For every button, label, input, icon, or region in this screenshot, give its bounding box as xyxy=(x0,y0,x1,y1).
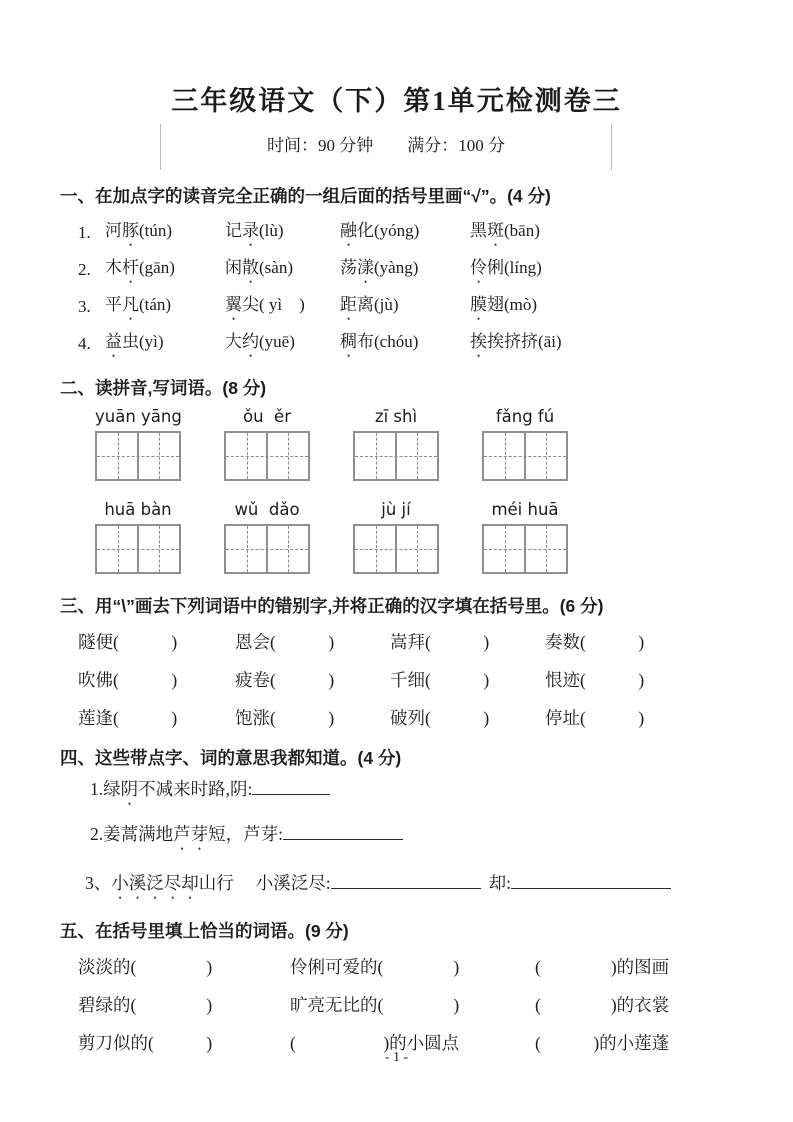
pinyin-grid-col xyxy=(224,406,310,481)
word-with-pinyin xyxy=(105,327,225,361)
pinyin-annotation: (tán) xyxy=(139,294,172,314)
grid-centerline xyxy=(97,549,179,550)
word-with-pinyin xyxy=(470,216,793,250)
fill-in-phrase: 伶俐可爱的( ) xyxy=(290,956,460,977)
section2-grids xyxy=(95,406,793,574)
word-post: 虫 xyxy=(122,331,139,351)
row-number: 2. xyxy=(78,259,91,279)
section3-row-3 xyxy=(78,698,793,736)
pinyin-grid-col xyxy=(353,499,439,574)
dotted-char: 录 xyxy=(242,220,259,240)
dotted-char: 阴 xyxy=(120,779,139,799)
section1-row-2 xyxy=(78,251,793,288)
section5-row-1 xyxy=(78,947,793,985)
misspelled-word-item: 吹佛( ) xyxy=(78,669,178,690)
dotted-char: 伶 xyxy=(470,257,487,277)
pinyin-label: méi huā xyxy=(491,500,559,519)
grid-centerline xyxy=(484,456,566,457)
writing-grid xyxy=(482,524,568,574)
dotted-char: 距 xyxy=(340,294,357,314)
word-with-pinyin xyxy=(225,327,340,361)
pinyin-annotation: (yàng) xyxy=(374,257,419,277)
pinyin-grid-col xyxy=(482,499,568,574)
grid-centerline xyxy=(417,526,418,572)
pinyin-label: yuān yāng xyxy=(95,407,182,426)
section1-row-4 xyxy=(78,325,793,362)
answer-blank xyxy=(283,824,403,840)
question-text: 不减来时路,阴: xyxy=(138,779,253,799)
grid-centerline xyxy=(505,433,506,479)
misspelled-word-item: 恨迹( ) xyxy=(545,669,645,690)
misspelled-word-item: 嵩拜( ) xyxy=(390,631,490,652)
pinyin-label: wǔ dǎo xyxy=(234,500,300,519)
grid-centerline xyxy=(247,433,248,479)
word-with-pinyin xyxy=(105,216,225,250)
pinyin-grid-col xyxy=(353,406,439,481)
writing-grid xyxy=(95,524,181,574)
writing-grid xyxy=(95,431,181,481)
word-post: 尖 xyxy=(242,294,259,314)
dotted-char: 斑 xyxy=(487,220,504,240)
section4-item-1 xyxy=(90,776,793,809)
dotted-char: 漾 xyxy=(357,257,374,277)
section4-item-2 xyxy=(90,821,793,854)
fill-in-phrase: 淡淡的( ) xyxy=(78,956,213,977)
word-with-pinyin xyxy=(340,290,470,324)
misspelled-word-item: 隧便( ) xyxy=(78,631,178,652)
dotted-char: 约 xyxy=(242,331,259,351)
subtitle-box xyxy=(160,124,612,170)
writing-grid xyxy=(353,524,439,574)
dotted-char: 益 xyxy=(105,331,122,351)
fill-in-phrase: 碧绿的( ) xyxy=(78,994,213,1015)
misspelled-word-item: 破列( ) xyxy=(390,707,490,728)
word-with-pinyin xyxy=(470,290,793,324)
pinyin-grid-row-1 xyxy=(95,406,793,481)
dotted-char: 杆 xyxy=(122,257,139,277)
question-text: 1.绿 xyxy=(90,779,121,799)
section1-heading: 一、在加点字的读音完全正确的一组后面的括号里画“√”。(4 分) xyxy=(60,186,551,206)
grid-centerline xyxy=(288,433,289,479)
word-with-pinyin xyxy=(225,216,340,250)
word-post: 化 xyxy=(357,220,374,240)
section4-item-3 xyxy=(85,870,793,903)
word-post: 俐 xyxy=(487,257,504,277)
pinyin-grid-row-2 xyxy=(95,499,793,574)
grid-centerline xyxy=(355,456,437,457)
pinyin-annotation: (sàn) xyxy=(259,257,293,277)
fill-in-phrase: ( )的小莲蓬 xyxy=(535,1032,670,1053)
section1-row-3 xyxy=(78,288,793,325)
question-text: 山行 xyxy=(198,873,234,893)
word-post: 翅 xyxy=(487,294,504,314)
grid-centerline xyxy=(226,549,308,550)
grid-centerline xyxy=(505,526,506,572)
answer-blank xyxy=(252,779,330,795)
misspelled-word-item: 千细( ) xyxy=(390,669,490,690)
answer-blank xyxy=(511,873,671,889)
grid-centerline xyxy=(97,456,179,457)
row-number: 3. xyxy=(78,296,91,316)
word-with-pinyin xyxy=(105,253,225,287)
misspelled-word-item: 疲卷( ) xyxy=(235,669,335,690)
pinyin-annotation: ( yì ) xyxy=(259,294,305,314)
section3-heading: 三、用“\”画去下列词语中的错别字,并将正确的汉字填在括号里。(6 分) xyxy=(60,596,604,616)
fill-in-phrase: 旷亮无比的( ) xyxy=(290,994,460,1015)
grid-centerline xyxy=(159,433,160,479)
section1-row-1 xyxy=(78,214,793,251)
page-title: 三年级语文（下）第1单元检测卷三 xyxy=(171,86,622,116)
grid-centerline xyxy=(417,433,418,479)
word-pre: 木 xyxy=(105,257,122,277)
pinyin-annotation: (yì) xyxy=(139,331,164,351)
dotted-char: 豚 xyxy=(122,220,139,240)
pinyin-annotation: (líng) xyxy=(504,257,542,277)
word-pre: 河 xyxy=(105,220,122,240)
word-pre: 荡 xyxy=(340,257,357,277)
section1-items xyxy=(78,214,793,362)
question-text: 小溪泛尽: xyxy=(255,873,331,893)
word-post: 离 xyxy=(357,294,374,314)
pinyin-annotation: (yuē) xyxy=(259,331,295,351)
fill-in-phrase: ( )的小圆点 xyxy=(290,1032,460,1053)
word-with-pinyin xyxy=(105,290,225,324)
row-number: 4. xyxy=(78,333,91,353)
word-pre: 黑 xyxy=(470,220,487,240)
grid-centerline xyxy=(355,549,437,550)
word-pre: 闲 xyxy=(225,257,242,277)
pinyin-grid-col xyxy=(95,499,181,574)
misspelled-word-item: 恩会( ) xyxy=(235,631,335,652)
dotted-char: 芦芽 xyxy=(173,824,209,844)
question-text: 短，芦芽: xyxy=(208,824,283,844)
dotted-char: 融 xyxy=(340,220,357,240)
section4-heading: 四、这些带点字、词的意思我都知道。(4 分) xyxy=(60,748,402,768)
word-with-pinyin xyxy=(340,327,470,361)
grid-centerline xyxy=(376,433,377,479)
pinyin-grid-col xyxy=(224,499,310,574)
writing-grid xyxy=(224,431,310,481)
grid-centerline xyxy=(118,526,119,572)
pinyin-grid-col xyxy=(482,406,568,481)
grid-centerline xyxy=(247,526,248,572)
pinyin-annotation: (mò) xyxy=(504,294,538,314)
word-with-pinyin xyxy=(225,290,340,324)
word-post: 布 xyxy=(357,331,374,351)
misspelled-word-item: 停址( ) xyxy=(545,707,645,728)
grid-centerline xyxy=(546,433,547,479)
grid-centerline xyxy=(159,526,160,572)
section5-heading: 五、在括号里填上恰当的词语。(9 分) xyxy=(60,921,349,941)
word-with-pinyin xyxy=(340,253,470,287)
pinyin-label: zī shì xyxy=(374,407,418,426)
dotted-char: 稠 xyxy=(340,331,357,351)
writing-grid xyxy=(353,431,439,481)
pinyin-label: huā bàn xyxy=(104,500,172,519)
word-pre: 平 xyxy=(105,294,122,314)
grid-centerline xyxy=(376,526,377,572)
pinyin-label: fǎng fú xyxy=(495,407,555,426)
fill-in-phrase: 剪刀似的( ) xyxy=(78,1032,213,1053)
exam-time-and-score: 时间：90 分钟 满分：100 分 xyxy=(267,136,505,155)
grid-centerline xyxy=(546,526,547,572)
answer-blank xyxy=(331,873,481,889)
pinyin-annotation: (yóng) xyxy=(374,220,420,240)
word-with-pinyin xyxy=(470,253,793,287)
word-with-pinyin xyxy=(470,327,793,361)
pinyin-label: ǒu ěr xyxy=(243,407,291,426)
fill-in-phrase: ( )的衣裳 xyxy=(535,994,670,1015)
question-text: 2.姜蒿满地 xyxy=(90,824,174,844)
misspelled-word-item: 饱涨( ) xyxy=(235,707,335,728)
pinyin-annotation: (chóu) xyxy=(374,331,419,351)
dotted-char: 翼 xyxy=(225,294,242,314)
word-post: 挨挤挤 xyxy=(487,331,538,351)
section3-row-1 xyxy=(78,622,793,660)
pinyin-annotation: (tún) xyxy=(139,220,173,240)
section5-row-2 xyxy=(78,985,793,1023)
fill-in-phrase: ( )的图画 xyxy=(535,956,670,977)
pinyin-annotation: (jù) xyxy=(374,294,399,314)
pinyin-annotation: (lù) xyxy=(259,220,284,240)
grid-centerline xyxy=(288,526,289,572)
misspelled-word-item: 奏数( ) xyxy=(545,631,645,652)
question-text: 却: xyxy=(488,873,511,893)
word-with-pinyin xyxy=(225,253,340,287)
word-pre: 记 xyxy=(225,220,242,240)
section2-heading: 二、读拼音,写词语。(8 分) xyxy=(60,378,267,398)
section3-row-2 xyxy=(78,660,793,698)
grid-centerline xyxy=(118,433,119,479)
word-pre: 大 xyxy=(225,331,242,351)
pinyin-annotation: (gān) xyxy=(139,257,175,277)
pinyin-grid-col xyxy=(95,406,181,481)
dotted-char: 小溪泛尽却 xyxy=(111,873,199,893)
grid-centerline xyxy=(226,456,308,457)
grid-centerline xyxy=(484,549,566,550)
pinyin-annotation: (āi) xyxy=(538,331,562,351)
misspelled-word-item: 莲逢( ) xyxy=(78,707,178,728)
word-with-pinyin xyxy=(340,216,470,250)
section3-items xyxy=(78,622,793,736)
dotted-char: 凡 xyxy=(122,294,139,314)
pinyin-annotation: (bān) xyxy=(504,220,540,240)
dotted-char: 散 xyxy=(242,257,259,277)
writing-grid xyxy=(224,524,310,574)
dotted-char: 膜 xyxy=(470,294,487,314)
section5-items xyxy=(78,947,793,1061)
row-number: 1. xyxy=(78,222,91,242)
page-number: - 1 - xyxy=(384,1050,409,1065)
dotted-char: 挨 xyxy=(470,331,487,351)
question-text: 3、 xyxy=(85,873,112,893)
writing-grid xyxy=(482,431,568,481)
pinyin-label: jù jí xyxy=(381,500,411,519)
